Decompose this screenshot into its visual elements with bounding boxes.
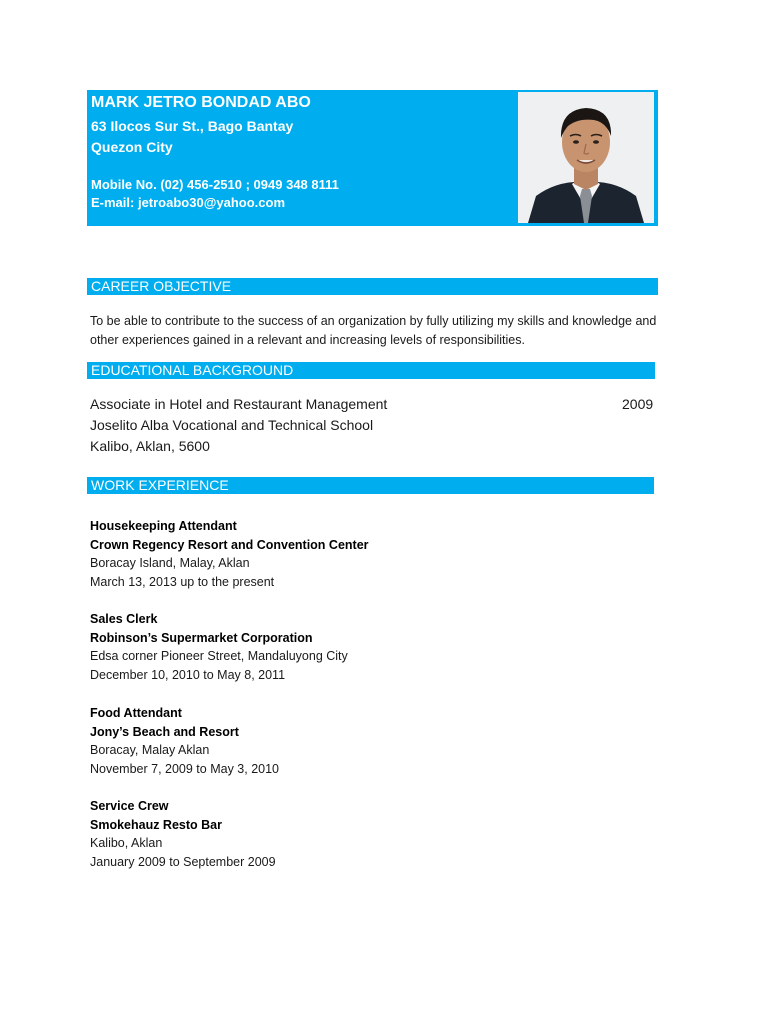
educational-background-heading: EDUCATIONAL BACKGROUND bbox=[87, 362, 655, 379]
education-school: Joselito Alba Vocational and Technical School bbox=[90, 417, 374, 433]
mobile-number: Mobile No. (02) 456-2510 ; 0949 348 8111 bbox=[91, 177, 339, 192]
job-company: Jony’s Beach and Resort bbox=[90, 724, 239, 739]
work-entry bbox=[90, 610, 540, 685]
education-location: Kalibo, Aklan, 5600 bbox=[90, 438, 210, 454]
job-title: Food Attendant bbox=[90, 706, 182, 720]
education-degree: Associate in Hotel and Restaurant Management bbox=[90, 396, 388, 412]
profile-photo bbox=[518, 92, 654, 223]
applicant-name: MARK JETRO BONDAD ABO bbox=[91, 94, 311, 111]
job-company: Robinson’s Supermarket Corporation bbox=[90, 630, 313, 645]
job-dates: November 7, 2009 to May 3, 2010 bbox=[90, 762, 280, 777]
job-location: Boracay, Malay Aklan bbox=[90, 743, 210, 758]
job-company: Smokehauz Resto Bar bbox=[90, 817, 222, 832]
job-dates: December 10, 2010 to May 8, 2011 bbox=[90, 668, 286, 683]
work-entry bbox=[90, 704, 540, 779]
work-entry bbox=[90, 517, 540, 592]
job-location: Kalibo, Aklan bbox=[90, 836, 163, 851]
job-dates: January 2009 to September 2009 bbox=[90, 855, 276, 870]
career-objective-text: To be able to contribute to the success of an organization by fully utilizing my skills and knowledge and other experiences gained in a relevant and increasing levels of responsibilities. bbox=[90, 314, 657, 347]
address-line-2: Quezon City bbox=[91, 139, 173, 155]
job-location: Edsa corner Pioneer Street, Mandaluyong City bbox=[90, 649, 348, 664]
career-objective-heading: CAREER OBJECTIVE bbox=[87, 278, 658, 295]
job-title: Service Crew bbox=[90, 799, 169, 813]
email-address: E-mail: jetroabo30@yahoo.com bbox=[91, 195, 285, 210]
address-line-1: 63 Ilocos Sur St., Bago Bantay bbox=[91, 118, 294, 134]
resume-header bbox=[87, 90, 658, 226]
portrait-image bbox=[518, 92, 654, 223]
education-year: 2009 bbox=[622, 396, 654, 412]
work-experience-heading: WORK EXPERIENCE bbox=[87, 477, 654, 494]
work-entry bbox=[90, 797, 540, 872]
job-location: Boracay Island, Malay, Aklan bbox=[90, 556, 250, 571]
job-dates: March 13, 2013 up to the present bbox=[90, 575, 275, 590]
job-title: Housekeeping Attendant bbox=[90, 519, 237, 533]
job-title: Sales Clerk bbox=[90, 612, 158, 626]
job-company: Crown Regency Resort and Convention Center bbox=[90, 537, 369, 552]
